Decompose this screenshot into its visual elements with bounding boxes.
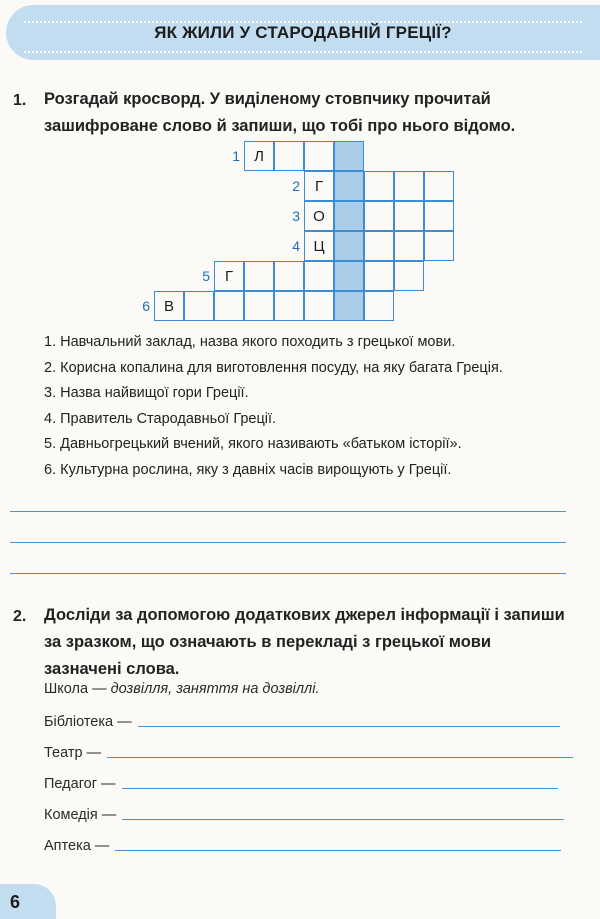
crossword-cell[interactable]	[394, 201, 424, 231]
crossword-cell[interactable]: Л	[244, 141, 274, 171]
answer-line[interactable]	[107, 757, 573, 758]
crossword-cell[interactable]: Г	[214, 261, 244, 291]
crossword-cell-highlighted[interactable]	[334, 231, 364, 261]
clue-item: 3. Назва найвищої гори Греції.	[44, 385, 249, 401]
clue-item: 4. Правитель Стародавньої Греції.	[44, 410, 277, 427]
answer-line[interactable]	[122, 819, 564, 820]
example-word: Школа —	[44, 681, 111, 697]
task1-text: Розгадай кросворд. У виділеному стовпчику прочитай зашифроване слово й запиши, що тобі про нього відомо.	[44, 90, 516, 135]
crossword-cell[interactable]: Ц	[304, 231, 334, 261]
word-row-theatre	[44, 741, 573, 761]
title-banner	[6, 5, 600, 60]
crossword-cell[interactable]	[364, 261, 394, 291]
clue-list	[44, 330, 503, 483]
crossword-cell[interactable]	[244, 291, 274, 321]
word-label: Комедія —	[44, 807, 117, 823]
answer-line[interactable]	[138, 726, 560, 727]
crossword-cell[interactable]: Г	[304, 171, 334, 201]
crossword-cell[interactable]	[394, 231, 424, 261]
crossword-cell[interactable]	[244, 261, 274, 291]
banner-dots-bottom	[24, 51, 582, 53]
crossword-cell[interactable]	[424, 171, 454, 201]
answer-line[interactable]	[122, 788, 558, 789]
word-label: Театр —	[44, 745, 102, 761]
crossword-cell[interactable]	[274, 291, 304, 321]
word-label: Педагог —	[44, 776, 116, 792]
crossword-cell-highlighted[interactable]	[334, 141, 364, 171]
crossword-cell[interactable]: В	[154, 291, 184, 321]
word-row-pedagogue	[44, 772, 558, 792]
crossword-cell[interactable]	[424, 231, 454, 261]
crossword-cell[interactable]	[274, 141, 304, 171]
crossword-cell[interactable]	[424, 201, 454, 231]
crossword-cell[interactable]	[364, 291, 394, 321]
answer-line[interactable]	[10, 511, 566, 512]
task2-number: 2.	[13, 608, 27, 625]
crossword-cell[interactable]	[364, 201, 394, 231]
crossword-row-number-3: 3	[292, 208, 300, 224]
crossword-cell[interactable]	[304, 291, 334, 321]
word-label: Бібліотека —	[44, 714, 132, 730]
word-label: Аптека —	[44, 838, 110, 854]
page-number-tab	[0, 884, 56, 919]
clue-item: 2. Корисна копалина для виготовлення посуду, на яку багата Греція.	[44, 359, 503, 376]
crossword-cell-highlighted[interactable]	[334, 171, 364, 201]
example-meaning: дозвілля, заняття на дозвіллі.	[110, 681, 320, 697]
word-row-comedy	[44, 803, 564, 823]
crossword-row-number-6: 6	[142, 298, 150, 314]
crossword-cell[interactable]	[364, 231, 394, 261]
crossword-cell[interactable]	[394, 171, 424, 201]
task2-text: Досліди за допомогою додаткових джерел інформації і запиши за зразком, що означають в перекладі з грецької мови зазначені слова.	[44, 606, 565, 678]
crossword-row-number-1: 1	[232, 148, 240, 164]
answer-line[interactable]	[10, 542, 566, 543]
clue-item: 5. Давньогрецький вчений, якого називають «батьком історії».	[44, 436, 462, 452]
crossword-cell[interactable]	[394, 261, 424, 291]
crossword-row-number-4: 4	[292, 238, 300, 254]
answer-line[interactable]	[115, 850, 561, 851]
crossword-cell[interactable]	[274, 261, 304, 291]
word-row-pharmacy	[44, 834, 561, 854]
example-line	[44, 681, 320, 697]
task1-number: 1.	[13, 92, 27, 109]
word-row-library	[44, 710, 560, 730]
page-title: ЯК ЖИЛИ У СТАРОДАВНІЙ ГРЕЦІЇ?	[154, 23, 452, 42]
clue-item: 1. Навчальний заклад, назва якого походить з грецької мови.	[44, 334, 456, 350]
crossword-cell[interactable]	[214, 291, 244, 321]
page-number: 6	[10, 892, 21, 912]
crossword-row-number-2: 2	[292, 178, 300, 194]
crossword-cell[interactable]	[364, 171, 394, 201]
crossword-cell-highlighted[interactable]	[334, 201, 364, 231]
answer-line[interactable]	[10, 573, 566, 574]
crossword-cell-highlighted[interactable]	[334, 261, 364, 291]
crossword-row-number-5: 5	[202, 268, 210, 284]
crossword-cell-highlighted[interactable]	[334, 291, 364, 321]
clue-item: 6. Культурна рослина, яку з давніх часів вирощують у Греції.	[44, 461, 452, 478]
crossword-cell[interactable]	[304, 141, 334, 171]
crossword-cell[interactable]: О	[304, 201, 334, 231]
crossword-cell[interactable]	[304, 261, 334, 291]
crossword-cell[interactable]	[184, 291, 214, 321]
